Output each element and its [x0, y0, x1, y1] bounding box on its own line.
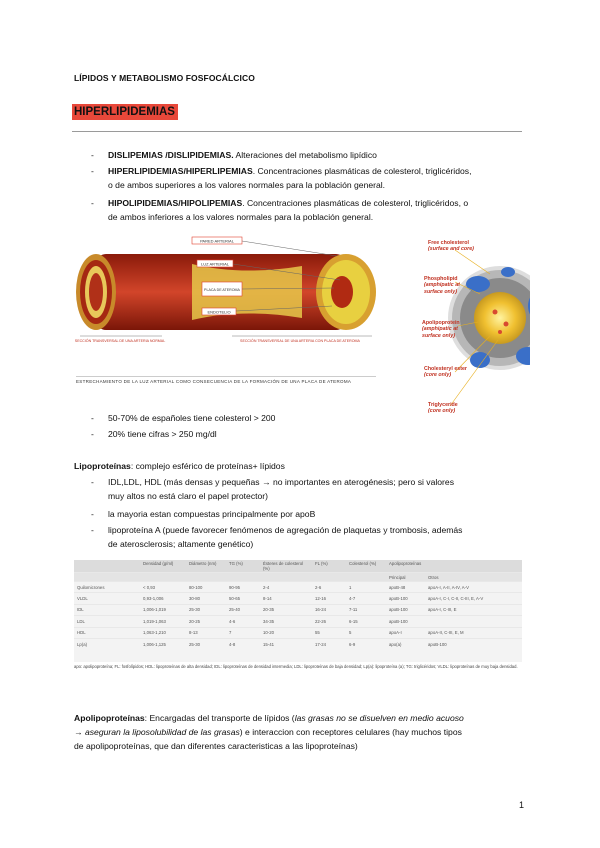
apolipo-text-line3: de apolipoproteínas, que dan diferentes caracteristicas a las lipoproteínas) — [74, 741, 358, 751]
table-cell: 8-14 — [260, 593, 312, 604]
item-text: la mayoria estan compuestas principalmente por apoB — [108, 509, 316, 519]
table-cell: Quilomicrones — [74, 582, 140, 593]
table-cell: 4-7 — [346, 593, 386, 604]
table-cell: 15-41 — [260, 638, 312, 649]
bullet-dash: - — [91, 429, 94, 439]
definition-term: HIPERLIPIDEMIAS/HIPERLIPEMIAS — [108, 166, 253, 176]
lipoproteinas-item — [91, 475, 454, 503]
lipoproteinas-definition — [74, 459, 285, 473]
table-cell: 2-6 — [312, 582, 346, 593]
lipo-label-detail: (surface and core) — [428, 246, 474, 253]
table-cell: 55 — [312, 627, 346, 638]
lipo-label-name: Cholesteryl ester — [424, 366, 467, 372]
label-luz-arterial: LUZ ARTERIAL — [201, 261, 229, 267]
lipo-label-apolipoprotein — [422, 320, 460, 339]
bullet-dash: - — [91, 413, 94, 423]
table-cell: 90-95 — [226, 582, 260, 593]
table-cell: HDL — [74, 627, 140, 638]
lipoprotein-table — [74, 560, 522, 662]
definition-dislipemias — [91, 148, 377, 162]
lipo-label-name: Triglyceride — [428, 402, 458, 408]
lipo-label-name: Phospholipid — [424, 276, 458, 282]
table-cell: apoB-100 — [386, 593, 425, 604]
table-row — [74, 604, 522, 615]
table-row — [74, 638, 522, 649]
table-cell: 1,019-1,063 — [140, 616, 186, 627]
definition-term: HIPOLIPIDEMIAS/HIPOLIPEMIAS — [108, 198, 243, 208]
bullet-dash: - — [91, 198, 94, 208]
table-row — [74, 616, 522, 627]
artery-figure — [72, 236, 392, 388]
section-heading: HIPERLIPIDEMIAS — [72, 104, 178, 120]
table-cell: 17-24 — [312, 638, 346, 649]
table-footnote: apo: apolipoproteína; FL: fosfolípidos; HDL: lipoproteínas de alta densidad; IDL: lipoproteínas de densidad intermedia; LDL: lipoproteínas de baja densidad; Lp(a): lipoproteína (a); TG: triglicéridos; VLDL: lipoproteínas de muy baja densidad. — [74, 664, 518, 669]
table-cell: apoA-I — [386, 627, 425, 638]
table-header-cell: Ésteres de colesterol (%) — [260, 560, 312, 573]
lipoprotein-table-grid — [74, 560, 522, 649]
definition-text-cont: o de ambos superiores a los valores normales para la población general. — [108, 180, 386, 190]
table-cell: apo(a) — [386, 638, 425, 649]
lipoproteinas-item — [91, 507, 316, 521]
bullet-dash: - — [91, 150, 94, 160]
artery-caption: ESTRECHAMIENTO DE LA LUZ ARTERIAL COMO CONSECUENCIA DE LA FORMACIÓN DE UNA PLACA DE ATEROMA — [76, 376, 376, 384]
table-cell: apoA-I, A-II, A-IV, A-V — [425, 582, 522, 593]
table-header-cell: Apolipoproteínas — [386, 560, 522, 573]
stat-text: 50-70% de españoles tiene colesterol > 200 — [108, 413, 276, 423]
label-endotelio: ENDOTELIO — [207, 309, 231, 315]
stat-item — [91, 427, 217, 441]
definition-text: . Concentraciones plasmáticas de colesterol, triglicéridos, o — [242, 198, 469, 208]
table-header-cell: TG (%) — [226, 560, 260, 573]
bullet-dash: - — [91, 509, 94, 519]
table-header-row — [74, 560, 522, 573]
table-cell: LDL — [74, 616, 140, 627]
lipo-label-detail: (core only) — [424, 372, 452, 379]
table-row — [74, 593, 522, 604]
table-cell: 20-35 — [260, 604, 312, 615]
item-text-cont: de aterosclerosis; altamente genético) — [108, 539, 254, 549]
definition-hipolipidemias — [91, 196, 469, 224]
table-cell: 34-35 — [260, 616, 312, 627]
table-subheader-cell: Principal — [386, 573, 425, 582]
table-header-cell: FL (%) — [312, 560, 346, 573]
page-number: 1 — [519, 800, 525, 810]
apolipo-text-cont: ) e interaccion con receptores celulares (hay muchos tipos — [239, 727, 462, 737]
lipoproteinas-text: : complejo esférico de proteínas+ lípidos — [130, 461, 285, 471]
lipo-label-phospholipid — [424, 276, 460, 295]
definition-term: DISLIPEMIAS /DISLIPIDEMIAS. — [108, 150, 234, 160]
table-cell: 4-6 — [226, 616, 260, 627]
table-cell: 30-80 — [186, 593, 226, 604]
table-cell: 80-100 — [186, 582, 226, 593]
apolipo-text: : Encargadas del transporte de lípidos ( — [144, 713, 295, 723]
table-cell: 1,006-1,019 — [140, 604, 186, 615]
table-header-cell: Densidad (g/ml) — [140, 560, 186, 573]
table-cell: apoA-I, C-III, E — [425, 604, 522, 615]
table-cell: 7 — [226, 627, 260, 638]
table-cell: 4-8 — [226, 638, 260, 649]
table-subheader-row — [74, 573, 522, 582]
table-cell: apoA-I, C-I, C-II, C-III, E, A-V — [425, 593, 522, 604]
table-row — [74, 582, 522, 593]
definition-text: . Concentraciones plasmáticas de colesterol, triglicéridos, — [252, 166, 472, 176]
lipo-label-detail: (core only) — [428, 408, 456, 415]
table-cell: 50-65 — [226, 593, 260, 604]
table-cell: 20-25 — [186, 616, 226, 627]
table-cell: 22-26 — [312, 616, 346, 627]
table-cell: 1,063-1,210 — [140, 627, 186, 638]
bullet-dash: - — [91, 166, 94, 176]
table-cell: 10-20 — [260, 627, 312, 638]
apolipo-italic: las grasas no se disuelven en medio acuoso — [294, 713, 464, 723]
item-text: lipoproteína A (puede favorecer fenómenos de agregación de plaquetas y trombosis, además — [108, 525, 463, 535]
lipo-label-name: Free cholesterol — [428, 240, 469, 246]
lipo-label-detail: (amphipatic at surface only) — [424, 282, 460, 295]
lipo-label-triglyceride — [428, 402, 458, 415]
table-cell: 1 — [346, 582, 386, 593]
table-cell: 6-15 — [346, 616, 386, 627]
label-seccion-normal: SECCIÓN TRANSVERSAL DE UNA ARTERIA NORMAL — [74, 339, 166, 343]
stat-text: 20% tiene cifras > 250 mg/dl — [108, 429, 217, 439]
label-seccion-ateroma: SECCIÓN TRANSVERSAL DE UNA ARTERIA CON PLACA DE ATEROMA — [240, 339, 360, 343]
definition-text: Alteraciones del metabolismo lipídico — [233, 150, 377, 160]
table-cell: apoB-100 — [386, 604, 425, 615]
bullet-dash: - — [91, 477, 94, 487]
table-cell: apoB-48 — [386, 582, 425, 593]
item-text: IDL,LDL, HDL (más densas y pequeñas → no importantes en aterogénesis; pero si valores — [108, 477, 454, 487]
table-row — [74, 627, 522, 638]
item-text-cont: muy altos no está claro el papel protector) — [108, 491, 269, 501]
table-header-cell: Diámetro (nm) — [186, 560, 226, 573]
table-cell: 7-11 — [346, 604, 386, 615]
lipoprotein-figure — [420, 236, 530, 424]
table-subheader-cell: Otros — [425, 573, 522, 582]
table-cell: 16-24 — [312, 604, 346, 615]
table-cell: 6-9 — [346, 638, 386, 649]
table-header-cell — [74, 560, 140, 573]
table-cell: 8-13 — [186, 627, 226, 638]
apolipo-italic-cont: → aseguran la liposolubilidad de las grasas — [74, 727, 240, 737]
stat-item — [91, 411, 276, 425]
table-header-cell: Colesterol (%) — [346, 560, 386, 573]
label-placa-ateroma: PLACA DE ATEROMA — [204, 288, 240, 292]
table-cell: apoB-100 — [425, 638, 522, 649]
definition-text-cont: de ambos inferiores a los valores normales para la población general. — [108, 212, 374, 222]
table-cell: VLDL — [74, 593, 140, 604]
table-cell: 25-30 — [186, 638, 226, 649]
table-cell: 25-30 — [186, 604, 226, 615]
bullet-dash: - — [91, 525, 94, 535]
table-cell: < 0,93 — [140, 582, 186, 593]
doc-title: LÍPIDOS Y METABOLISMO FOSFOCÁLCICO — [74, 73, 255, 83]
lipoproteinas-term: Lipoproteínas — [74, 461, 131, 471]
lipo-label-detail: (amphipatic at surface only) — [422, 326, 458, 339]
apolipo-term: Apolipoproteínas — [74, 713, 145, 723]
table-cell: 12-16 — [312, 593, 346, 604]
label-pared-arterial: PARED ARTERIAL — [200, 238, 234, 244]
table-cell: apoA-II, C-III, E, M — [425, 627, 522, 638]
definition-hiperlipidemias — [91, 164, 472, 192]
table-cell: apoB-100 — [386, 616, 425, 627]
apolipoproteinas-definition — [74, 711, 534, 753]
table-cell: 1,006-1,125 — [140, 638, 186, 649]
divider — [72, 131, 522, 132]
table-cell: 5 — [346, 627, 386, 638]
lipo-label-free-cholesterol — [428, 240, 474, 253]
table-cell: 0,93-1,006 — [140, 593, 186, 604]
table-cell — [425, 616, 522, 627]
lipo-label-name: Apolipoprotein — [422, 320, 460, 326]
lipoproteinas-item — [91, 523, 463, 551]
table-cell: Lp(a) — [74, 638, 140, 649]
lipo-label-cholesteryl-ester — [424, 366, 467, 379]
table-cell: 25-40 — [226, 604, 260, 615]
table-cell: IDL — [74, 604, 140, 615]
artery-illustration — [72, 236, 392, 376]
table-cell: 2-4 — [260, 582, 312, 593]
